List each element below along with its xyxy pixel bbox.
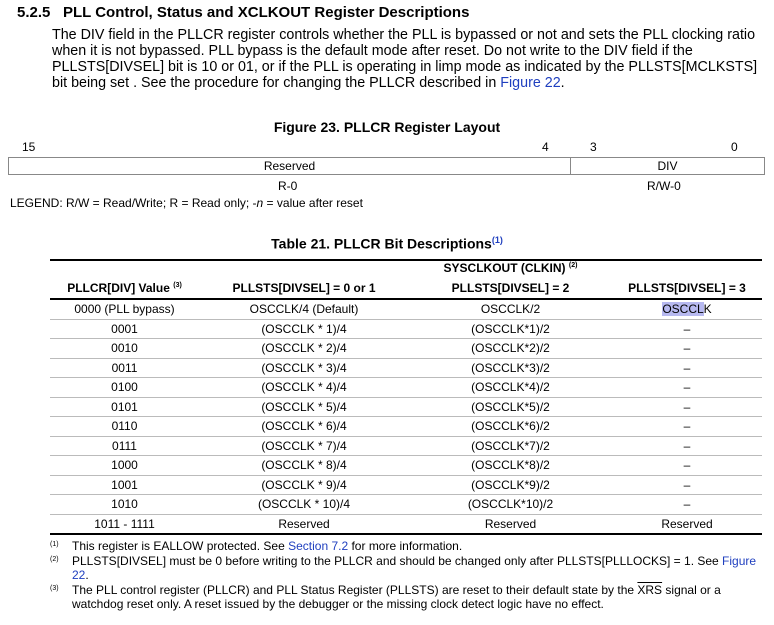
div-cell: 1011 - 1111 xyxy=(50,514,199,534)
table-row xyxy=(50,514,762,534)
divsel01-cell: (OSCCLK * 7)/4 xyxy=(199,436,409,456)
divsel3-cell: – xyxy=(612,456,762,476)
table-row xyxy=(50,378,762,398)
header-div-note: (3) xyxy=(173,282,182,289)
section-title: PLL Control, Status and XCLKOUT Register Descriptions xyxy=(63,4,470,21)
table-title-note[interactable]: (1) xyxy=(491,235,503,245)
divsel01-cell: (OSCCLK * 10)/4 xyxy=(199,495,409,515)
footnote-3-text: The PLL control register (PLLCR) and PLL Status Register (PLLSTS) are reset to their default state by the xyxy=(72,583,638,597)
divsel3-cell xyxy=(612,299,762,319)
figure-22-link-footnote[interactable]: Figure 22 xyxy=(72,554,757,582)
div-cell: 0110 xyxy=(50,417,199,437)
bit-label-0: 0 xyxy=(731,140,738,154)
bit-label-3: 3 xyxy=(590,140,597,154)
table-row xyxy=(50,339,762,359)
divsel3-cell: – xyxy=(612,475,762,495)
table-row xyxy=(50,436,762,456)
div-cell: 0100 xyxy=(50,378,199,398)
header-div-value xyxy=(50,260,199,299)
divsel2-cell: (OSCCLK*6)/2 xyxy=(409,417,612,437)
table-row xyxy=(50,456,762,476)
div-cell: 0001 xyxy=(50,319,199,339)
divsel2-cell: (OSCCLK*8)/2 xyxy=(409,456,612,476)
divsel2-cell: OSCCLK/2 xyxy=(409,299,612,319)
table-row xyxy=(50,495,762,515)
divsel2-cell: (OSCCLK*3)/2 xyxy=(409,358,612,378)
divsel2-cell: (OSCCLK*1)/2 xyxy=(409,319,612,339)
divsel2-cell: (OSCCLK*7)/2 xyxy=(409,436,612,456)
divsel2-cell: (OSCCLK*2)/2 xyxy=(409,339,612,359)
footnote-3-end: signal or a watchdog reset only. A reset issued by the debugger or the missing clock detect logic have no effect. xyxy=(72,583,721,611)
reserved-access: R-0 xyxy=(278,179,298,193)
divsel01-cell: OSCCLK/4 (Default) xyxy=(199,299,409,319)
legend xyxy=(10,196,363,210)
divsel01-cell: (OSCCLK * 6)/4 xyxy=(199,417,409,437)
bit-label-4: 4 xyxy=(542,140,549,154)
table-row xyxy=(50,299,762,319)
header-divsel-2 xyxy=(409,260,612,299)
divsel01-cell: (OSCCLK * 5)/4 xyxy=(199,397,409,417)
divsel2-cell: (OSCCLK*5)/2 xyxy=(409,397,612,417)
divsel2-cell: (OSCCLK*10)/2 xyxy=(409,495,612,515)
figure-title: Figure 23. PLLCR Register Layout xyxy=(273,119,501,135)
divsel01-cell: (OSCCLK * 3)/4 xyxy=(199,358,409,378)
group-header-note: (2) xyxy=(568,262,578,269)
intro-end: . xyxy=(560,75,565,91)
div-cell: 0111 xyxy=(50,436,199,456)
bit-description-table xyxy=(50,259,762,535)
divsel3-cell: – xyxy=(612,495,762,515)
table-row xyxy=(50,475,762,495)
table-row xyxy=(50,397,762,417)
footnote-2-text: PLLSTS[DIVSEL] must be 0 before writing to the PLLCR and should be changed only after PLLSTS[PLLLOCKS] = 1. See xyxy=(72,554,723,568)
divsel01-cell: Reserved xyxy=(199,514,409,534)
footnote-3-mark: (3) xyxy=(50,585,59,592)
footnote-3 xyxy=(50,583,762,611)
divsel01-cell: (OSCCLK * 9)/4 xyxy=(199,475,409,495)
section-heading xyxy=(17,4,469,21)
legend-end: = value after reset xyxy=(263,196,363,210)
divsel3-cell: – xyxy=(612,436,762,456)
register-layout xyxy=(8,157,765,175)
divsel01-cell: (OSCCLK * 4)/4 xyxy=(199,378,409,398)
header-divsel-3: PLLSTS[DIVSEL] = 3 xyxy=(612,260,762,299)
div-cell: 0101 xyxy=(50,397,199,417)
group-header-text: SYSCLKOUT (CLKIN) xyxy=(443,261,566,275)
table-row xyxy=(50,417,762,437)
table-row xyxy=(50,319,762,339)
divsel3-cell: – xyxy=(612,358,762,378)
div-field: DIV xyxy=(571,158,765,175)
legend-text: LEGEND: R/W = Read/Write; R = Read only; - xyxy=(10,196,257,210)
divsel3-cell: – xyxy=(612,417,762,437)
highlighted-text[interactable]: OSCCL xyxy=(662,302,704,317)
header-divsel-0-1: PLLSTS[DIVSEL] = 0 or 1 xyxy=(199,260,409,299)
div-cell: 0010 xyxy=(50,339,199,359)
div-cell: 1000 xyxy=(50,456,199,476)
footnote-2-end: . xyxy=(85,568,89,582)
divsel3-cell-rest: K xyxy=(703,302,712,317)
divsel2-cell: (OSCCLK*9)/2 xyxy=(409,475,612,495)
bit-label-15: 15 xyxy=(22,140,36,154)
div-cell: 1010 xyxy=(50,495,199,515)
xrs-signal: $\overline{XRS}$ xyxy=(637,583,663,597)
intro-paragraph xyxy=(52,27,764,91)
footnote-2 xyxy=(50,554,762,582)
divsel2-cell: (OSCCLK*4)/2 xyxy=(409,378,612,398)
header-div-value-text: PLLCR[DIV] Value xyxy=(67,281,170,295)
footnote-1-mark: (1) xyxy=(50,541,59,548)
divsel3-cell: – xyxy=(612,378,762,398)
divsel01-cell: (OSCCLK * 1)/4 xyxy=(199,319,409,339)
divsel3-cell: – xyxy=(612,339,762,359)
footnote-1 xyxy=(50,539,762,553)
divsel2-cell: Reserved xyxy=(409,514,612,534)
div-cell: 1001 xyxy=(50,475,199,495)
section-7-2-link[interactable]: Section 7.2 xyxy=(288,539,349,553)
div-access: R/W-0 xyxy=(647,179,681,193)
divsel01-cell: (OSCCLK * 2)/4 xyxy=(199,339,409,359)
footnote-1-end: for more information. xyxy=(348,539,463,553)
footnote-2-mark: (2) xyxy=(50,556,59,563)
div-cell: 0000 (PLL bypass) xyxy=(50,299,199,319)
reserved-field: Reserved xyxy=(9,158,571,175)
divsel3-cell: – xyxy=(612,397,762,417)
divsel3-cell: Reserved xyxy=(612,514,762,534)
table-row xyxy=(50,358,762,378)
divsel01-cell: (OSCCLK * 8)/4 xyxy=(199,456,409,476)
div-cell: 0011 xyxy=(50,358,199,378)
figure-22-link[interactable]: Figure 22 xyxy=(500,75,561,91)
footnote-1-text: This register is EALLOW protected. See xyxy=(72,539,289,553)
divsel3-cell: – xyxy=(612,319,762,339)
legend-n: n xyxy=(256,196,264,210)
header-divsel-2-text: PLLSTS[DIVSEL] = 2 xyxy=(451,281,570,295)
section-number: 5.2.5 xyxy=(17,4,51,21)
intro-text: The DIV field in the PLLCR register controls whether the PLL is bypassed or not and sets the PLL clocking ratio when it is not bypassed. PLL bypass is the default mode after reset. Do not write to the DIV field if the PLLSTS[DIVSEL] bit is 10 or 01, or if the PLL is operating in limp mode as indicated by the PLLSTS[MCLKSTS] bit being set . See the procedure for changing the PLLCR described in xyxy=(52,27,758,91)
table-title-text: Table 21. PLLCR Bit Descriptions xyxy=(271,235,492,252)
table-title xyxy=(0,235,774,252)
